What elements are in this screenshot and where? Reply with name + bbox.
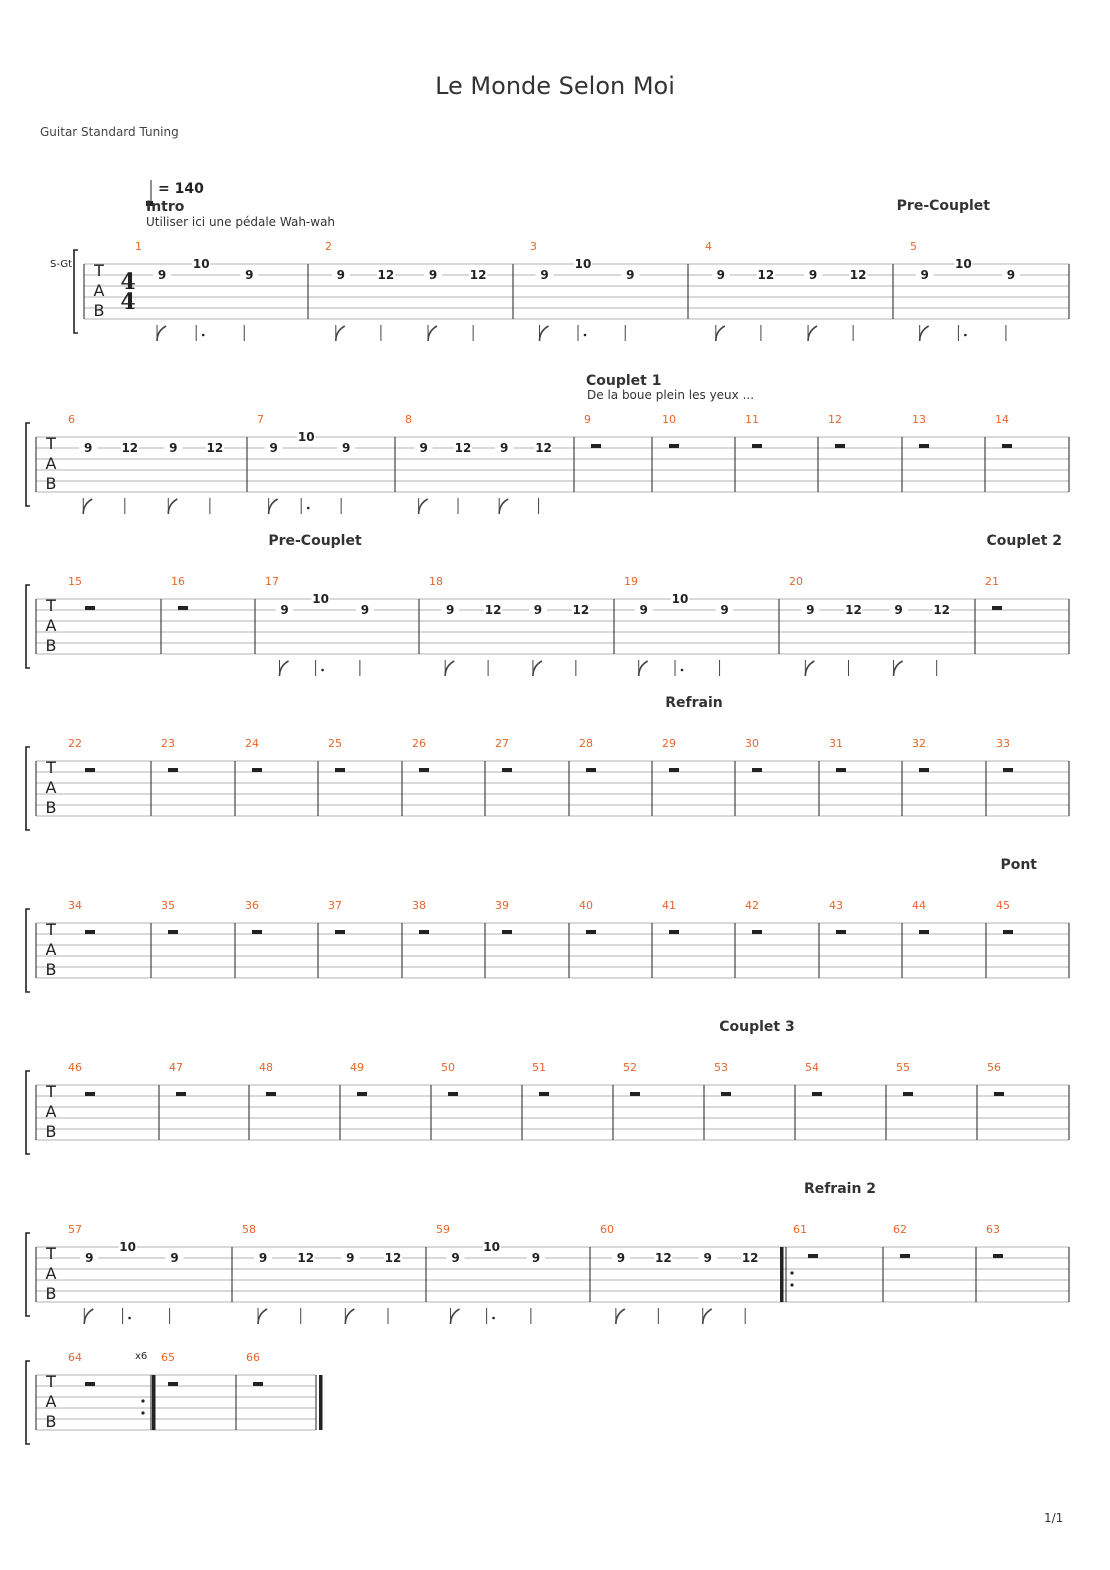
tab-clef-letter: A xyxy=(45,778,57,797)
fret-number: 9 xyxy=(894,603,903,617)
whole-rest xyxy=(252,930,262,934)
note-flag xyxy=(269,499,278,514)
section-label: Refrain 2 xyxy=(803,1181,877,1197)
fret-number: 10 xyxy=(119,1240,136,1254)
whole-rest xyxy=(85,930,95,934)
tab-clef-letter: A xyxy=(45,454,57,473)
whole-rest xyxy=(630,1092,640,1096)
fret-number: 9 xyxy=(85,1251,94,1265)
dotted-note xyxy=(964,334,967,337)
fret-number: 9 xyxy=(639,603,648,617)
measure-number: 63 xyxy=(986,1223,1000,1236)
note-flag xyxy=(533,661,542,676)
system-bracket xyxy=(74,250,78,333)
measure-number: 21 xyxy=(985,575,999,588)
dotted-note xyxy=(681,669,684,672)
note-flag xyxy=(157,326,166,341)
fret-number: 9 xyxy=(616,1251,626,1265)
tab-clef-letter: B xyxy=(45,1284,57,1303)
measure-number: 34 xyxy=(68,899,82,912)
measure-number: 14 xyxy=(995,413,1009,426)
fret-number: 12 xyxy=(121,441,139,455)
measure-number: 20 xyxy=(789,575,803,588)
measure-number: 16 xyxy=(171,575,185,588)
tab-clef-letter: B xyxy=(45,474,57,493)
measure-number: 1 xyxy=(135,240,142,253)
fret-number: 12 xyxy=(849,268,867,282)
measure-number: 48 xyxy=(259,1061,273,1074)
section-subtitle: De la boue plein les yeux ... xyxy=(587,388,755,402)
whole-rest xyxy=(419,768,429,772)
fret-number: 12 xyxy=(454,441,472,455)
measure-number: 41 xyxy=(662,899,676,912)
measure-number: 18 xyxy=(429,575,443,588)
tab-clef-letter: A xyxy=(45,616,57,635)
measure-number: 30 xyxy=(745,737,759,750)
fret-number: 9 xyxy=(346,1251,355,1265)
whole-rest xyxy=(85,1382,95,1386)
system-bracket xyxy=(26,423,30,506)
measure-number: 53 xyxy=(714,1061,728,1074)
measure-number: 65 xyxy=(161,1351,175,1364)
measure-number: 50 xyxy=(441,1061,455,1074)
tab-clef-letter: T xyxy=(46,1082,56,1101)
whole-rest xyxy=(168,930,178,934)
measure-number: 5 xyxy=(910,240,917,253)
measure-number: 15 xyxy=(68,575,82,588)
measure-number: 4 xyxy=(705,240,712,253)
measure-number: 39 xyxy=(495,899,509,912)
whole-rest xyxy=(85,1092,95,1096)
fret-number: 12 xyxy=(469,268,487,282)
measure-number: 11 xyxy=(745,413,759,426)
fret-number: 10 xyxy=(297,430,315,444)
fret-number: 9 xyxy=(451,1251,460,1265)
tab-clef-letter: B xyxy=(93,301,105,320)
whole-rest xyxy=(836,768,846,772)
section-label: Couplet 2 xyxy=(986,533,1062,549)
whole-rest xyxy=(539,1092,549,1096)
measure-number: 64 xyxy=(68,1351,82,1364)
fret-number: 9 xyxy=(258,1251,268,1265)
whole-rest xyxy=(919,444,929,448)
whole-rest xyxy=(586,930,596,934)
note-flag xyxy=(808,326,817,341)
note-flag xyxy=(83,499,92,514)
measure-number: 60 xyxy=(600,1223,614,1236)
whole-rest xyxy=(253,1382,263,1386)
note-flag xyxy=(616,1309,625,1324)
fret-number: 9 xyxy=(626,268,635,282)
whole-rest xyxy=(812,1092,822,1096)
measure-number: 46 xyxy=(68,1061,82,1074)
fret-number: 9 xyxy=(269,441,278,455)
note-flag xyxy=(280,661,289,676)
fret-number: 9 xyxy=(245,268,254,282)
fret-number: 12 xyxy=(654,1251,672,1265)
section-label: Pont xyxy=(1000,857,1037,873)
fret-number: 12 xyxy=(845,603,862,617)
fret-number: 12 xyxy=(572,603,590,617)
tab-clef-letter: T xyxy=(46,920,56,939)
whole-rest xyxy=(919,768,929,772)
measure-number: 23 xyxy=(161,737,175,750)
whole-rest xyxy=(168,1382,178,1386)
measure-number: 43 xyxy=(829,899,843,912)
fret-number: 10 xyxy=(955,257,972,271)
dotted-note xyxy=(492,1317,495,1320)
whole-rest xyxy=(994,1092,1004,1096)
measure-number: 31 xyxy=(829,737,843,750)
fret-number: 9 xyxy=(428,268,438,282)
fret-number: 12 xyxy=(377,268,395,282)
fret-number: 9 xyxy=(920,268,929,282)
section-label: Couplet 3 xyxy=(719,1019,795,1035)
repeat-end-thick-bar xyxy=(152,1375,156,1430)
measure-number: 56 xyxy=(987,1061,1001,1074)
whole-rest xyxy=(176,1092,186,1096)
section-subtitle: Utiliser ici une pédale Wah-wah xyxy=(146,215,336,229)
whole-rest xyxy=(502,768,512,772)
system-bracket xyxy=(26,1361,30,1444)
fret-number: 10 xyxy=(671,592,689,606)
tab-clef-letter: B xyxy=(45,960,57,979)
measure-number: 66 xyxy=(246,1351,260,1364)
measure-number: 51 xyxy=(532,1061,546,1074)
fret-number: 12 xyxy=(535,441,552,455)
fret-number: 9 xyxy=(170,1251,179,1265)
fret-number: 9 xyxy=(341,441,351,455)
note-flag xyxy=(345,1309,354,1324)
fret-number: 9 xyxy=(806,603,815,617)
note-flag xyxy=(805,661,814,676)
tempo-marking: = 140 xyxy=(158,181,204,197)
whole-rest xyxy=(903,1092,913,1096)
fret-number: 9 xyxy=(540,268,549,282)
fret-number: 12 xyxy=(384,1251,402,1265)
measure-number: 45 xyxy=(996,899,1010,912)
fret-number: 12 xyxy=(297,1251,315,1265)
whole-rest xyxy=(993,1254,1003,1258)
whole-rest xyxy=(808,1254,818,1258)
time-signature-top: 4 xyxy=(120,269,136,295)
dotted-note xyxy=(307,507,310,510)
fret-number: 9 xyxy=(808,268,818,282)
whole-rest xyxy=(669,768,679,772)
whole-rest xyxy=(752,768,762,772)
dotted-note xyxy=(584,334,587,337)
dotted-note xyxy=(321,669,324,672)
whole-rest xyxy=(836,930,846,934)
whole-rest xyxy=(669,444,679,448)
whole-rest xyxy=(919,930,929,934)
fret-number: 9 xyxy=(157,268,167,282)
whole-rest xyxy=(335,768,345,772)
system-bracket xyxy=(26,747,30,830)
fret-number: 9 xyxy=(84,441,93,455)
note-flag xyxy=(703,1309,712,1324)
whole-rest xyxy=(752,444,762,448)
tab-clef-letter: T xyxy=(46,434,56,453)
system-bracket xyxy=(26,1071,30,1154)
whole-rest xyxy=(252,768,262,772)
fret-number: 9 xyxy=(720,603,729,617)
whole-rest xyxy=(992,606,1002,610)
repeat-count: x6 xyxy=(135,1351,148,1362)
tab-clef-letter: B xyxy=(45,636,57,655)
section-label: Pre-Couplet xyxy=(896,198,990,214)
fret-number: 9 xyxy=(336,268,345,282)
measure-number: 55 xyxy=(896,1061,910,1074)
measure-number: 49 xyxy=(350,1061,364,1074)
note-flag xyxy=(499,499,508,514)
note-flag xyxy=(451,1309,460,1324)
whole-rest xyxy=(721,1092,731,1096)
note-flag xyxy=(894,661,903,676)
measure-number: 17 xyxy=(265,575,279,588)
tab-clef-letter: A xyxy=(45,1102,57,1121)
whole-rest xyxy=(168,768,178,772)
measure-number: 29 xyxy=(662,737,676,750)
measure-number: 3 xyxy=(530,240,537,253)
tab-clef-letter: T xyxy=(94,261,104,280)
measure-number: 33 xyxy=(996,737,1010,750)
measure-number: 59 xyxy=(436,1223,450,1236)
measure-number: 6 xyxy=(68,413,75,426)
whole-rest xyxy=(835,444,845,448)
fret-number: 12 xyxy=(484,603,502,617)
song-title: Le Monde Selon Moi xyxy=(435,72,675,100)
fret-number: 12 xyxy=(206,441,224,455)
note-flag xyxy=(445,661,454,676)
whole-rest xyxy=(900,1254,910,1258)
measure-number: 27 xyxy=(495,737,509,750)
fret-number: 12 xyxy=(933,603,951,617)
whole-rest xyxy=(669,930,679,934)
fret-number: 9 xyxy=(531,1251,541,1265)
track-name: S-Gt xyxy=(50,259,72,270)
note-flag xyxy=(540,326,549,341)
fret-number: 9 xyxy=(360,603,370,617)
note-flag xyxy=(336,326,345,341)
measure-number: 8 xyxy=(405,413,412,426)
note-flag xyxy=(920,326,929,341)
measure-number: 61 xyxy=(793,1223,807,1236)
fret-number: 9 xyxy=(446,603,455,617)
fret-number: 10 xyxy=(574,257,592,271)
system-bracket xyxy=(26,1233,30,1316)
whole-rest xyxy=(335,930,345,934)
tab-clef-letter: T xyxy=(46,596,56,615)
system-bracket xyxy=(26,909,30,992)
tab-clef-letter: B xyxy=(45,798,57,817)
fret-number: 12 xyxy=(741,1251,759,1265)
fret-number: 9 xyxy=(419,441,428,455)
measure-number: 52 xyxy=(623,1061,637,1074)
measure-number: 25 xyxy=(328,737,342,750)
whole-rest xyxy=(1002,444,1012,448)
measure-number: 62 xyxy=(893,1223,907,1236)
measure-number: 19 xyxy=(624,575,638,588)
measure-number: 40 xyxy=(579,899,593,912)
measure-number: 26 xyxy=(412,737,426,750)
repeat-dot xyxy=(141,1411,144,1414)
measure-number: 42 xyxy=(745,899,759,912)
section-label: Refrain xyxy=(665,695,723,711)
whole-rest xyxy=(85,606,95,610)
measure-number: 9 xyxy=(584,413,591,426)
section-label: Couplet 1 xyxy=(586,373,662,389)
page-number: 1/1 xyxy=(1044,1511,1064,1525)
fret-number: 9 xyxy=(716,268,725,282)
dotted-note xyxy=(128,1317,131,1320)
fret-number: 12 xyxy=(757,268,775,282)
tab-clef-letter: B xyxy=(45,1412,57,1431)
tab-clef-letter: T xyxy=(46,1372,56,1391)
tab-clef-letter: A xyxy=(93,281,105,300)
tab-clef-letter: A xyxy=(45,940,57,959)
whole-rest xyxy=(1003,768,1013,772)
measure-number: 35 xyxy=(161,899,175,912)
measure-number: 54 xyxy=(805,1061,819,1074)
dotted-note xyxy=(202,334,205,337)
whole-rest xyxy=(357,1092,367,1096)
whole-rest xyxy=(266,1092,276,1096)
tab-clef-letter: A xyxy=(45,1392,57,1411)
fret-number: 10 xyxy=(192,257,210,271)
tuning-label: Guitar Standard Tuning xyxy=(40,125,179,139)
whole-rest xyxy=(591,444,601,448)
note-flag xyxy=(84,1309,93,1324)
fret-number: 9 xyxy=(500,441,509,455)
final-barline xyxy=(319,1375,323,1430)
tab-clef-letter: B xyxy=(45,1122,57,1141)
note-flag xyxy=(716,326,725,341)
whole-rest xyxy=(752,930,762,934)
measure-number: 22 xyxy=(68,737,82,750)
fret-number: 10 xyxy=(483,1240,500,1254)
fret-number: 10 xyxy=(312,592,329,606)
measure-number: 44 xyxy=(912,899,926,912)
repeat-dot xyxy=(790,1283,793,1286)
measure-number: 47 xyxy=(169,1061,183,1074)
repeat-dot xyxy=(790,1271,793,1274)
whole-rest xyxy=(419,930,429,934)
note-flag xyxy=(419,499,428,514)
fret-number: 9 xyxy=(1006,268,1016,282)
measure-number: 37 xyxy=(328,899,342,912)
measure-number: 7 xyxy=(257,413,264,426)
whole-rest xyxy=(448,1092,458,1096)
whole-rest xyxy=(1003,930,1013,934)
measure-number: 24 xyxy=(245,737,259,750)
measure-number: 13 xyxy=(912,413,926,426)
whole-rest xyxy=(586,768,596,772)
repeat-dot xyxy=(141,1399,144,1402)
note-flag xyxy=(639,661,648,676)
fret-number: 9 xyxy=(280,603,289,617)
tab-clef-letter: T xyxy=(46,758,56,777)
tab-clef-letter: A xyxy=(45,1264,57,1283)
time-signature-bottom: 4 xyxy=(120,289,136,315)
system-bracket xyxy=(26,585,30,668)
measure-number: 2 xyxy=(325,240,332,253)
measure-number: 58 xyxy=(242,1223,256,1236)
measure-number: 57 xyxy=(68,1223,82,1236)
section-label: Pre-Couplet xyxy=(268,533,362,549)
note-flag xyxy=(168,499,177,514)
whole-rest xyxy=(178,606,188,610)
tab-clef-letter: T xyxy=(46,1244,56,1263)
fret-number: 9 xyxy=(533,603,543,617)
repeat-start-thick-bar xyxy=(780,1247,784,1302)
measure-number: 36 xyxy=(245,899,259,912)
measure-number: 38 xyxy=(412,899,426,912)
measure-number: 32 xyxy=(912,737,926,750)
measure-number: 28 xyxy=(579,737,593,750)
fret-number: 9 xyxy=(169,441,178,455)
note-flag xyxy=(428,326,437,341)
whole-rest xyxy=(502,930,512,934)
fret-number: 9 xyxy=(703,1251,712,1265)
note-flag xyxy=(258,1309,267,1324)
whole-rest xyxy=(85,768,95,772)
section-label: Intro xyxy=(146,199,185,215)
measure-number: 10 xyxy=(662,413,676,426)
measure-number: 12 xyxy=(828,413,842,426)
